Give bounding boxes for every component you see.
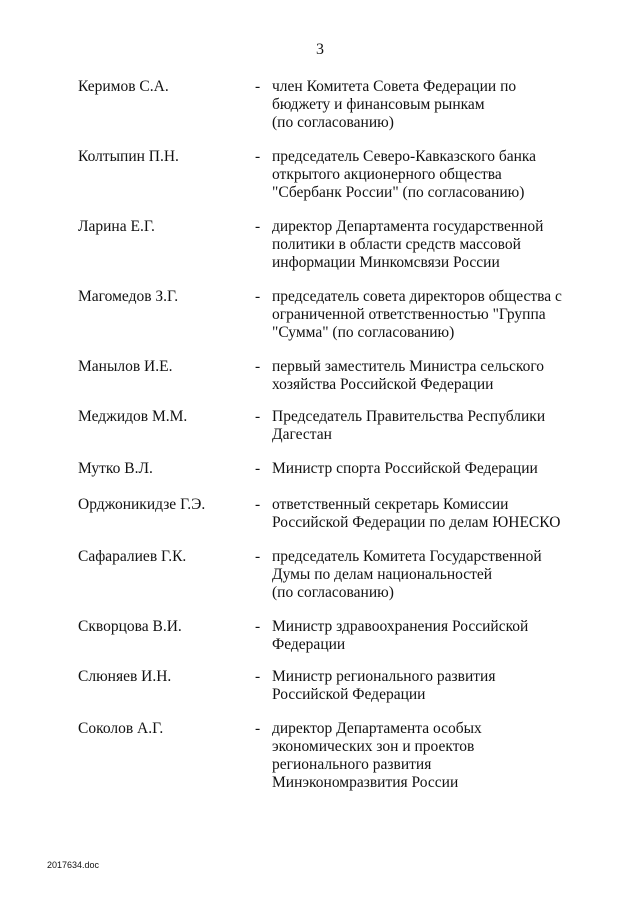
member-name: Ларина Е.Г. [78,218,155,235]
position-line: Думы по делам национальностей [272,566,493,583]
position-line: директор Департамента особых [272,720,482,737]
position-line: Министр спорта Российской Федерации [272,460,538,477]
position-line: Федерации [272,636,346,653]
member-position [272,78,602,132]
position-line: первый заместитель Министра сельского [272,358,545,375]
position-line: регионального развития [272,756,432,773]
entry-dash: - [255,148,261,165]
member-position [272,288,602,342]
position-line: информации Минкомсвязи России [272,254,500,271]
entry-dash: - [255,358,261,375]
member-position [272,358,602,394]
position-line: Минэкономразвития России [272,774,459,791]
position-line: экономических зон и проектов [272,738,475,755]
entry-dash: - [255,218,261,235]
entry-dash: - [255,78,261,95]
position-line: "Сумма" (по согласованию) [272,324,455,341]
position-line: Министр здравоохранения Российской [272,618,529,635]
position-line: ответственный секретарь Комиссии [272,496,509,513]
document-code: 2017634.doc [47,860,100,870]
member-position [272,218,602,272]
position-line: директор Департамента государственной [272,218,544,235]
entry-dash: - [255,668,261,685]
position-line: политики в области средств массовой [272,236,521,253]
member-name: Слюняев И.Н. [78,668,172,685]
position-line: Дагестан [272,426,332,443]
member-position [272,148,602,202]
entry-dash: - [255,548,261,565]
position-line: Российской Федерации по делам ЮНЕСКО [272,514,561,531]
member-position [272,548,602,602]
entry-dash: - [255,460,261,477]
member-position [272,460,602,478]
member-name: Орджоникидзе Г.Э. [78,496,206,513]
member-name: Соколов А.Г. [78,720,164,737]
position-line: хозяйства Российской Федерации [272,376,494,393]
position-line: Российской Федерации [272,686,426,703]
member-position [272,496,602,532]
position-line: председатель Комитета Государственной [272,548,542,565]
position-line: (по согласованию) [272,114,394,131]
position-line: председатель совета директоров общества с [272,288,562,305]
position-line: "Сбербанк России" (по согласованию) [272,184,525,201]
member-name: Керимов С.А. [78,78,169,95]
member-name: Мутко В.Л. [78,460,153,477]
member-position [272,668,602,704]
member-name: Сафаралиев Г.К. [78,548,187,565]
entry-dash: - [255,408,261,425]
position-line: ограниченной ответственностью "Группа [272,306,546,323]
position-line: Министр регионального развития [272,668,496,685]
member-name: Меджидов М.М. [78,408,188,425]
member-name: Колтыпин П.Н. [78,148,179,165]
position-line: председатель Северо-Кавказского банка [272,148,537,165]
entry-dash: - [255,618,261,635]
position-line: (по согласованию) [272,584,394,601]
entry-dash: - [255,720,261,737]
member-name: Магомедов З.Г. [78,288,179,305]
position-line: бюджету и финансовым рынкам [272,96,485,113]
member-name: Манылов И.Е. [78,358,173,375]
position-line: член Комитета Совета Федерации по [272,78,517,95]
member-name: Скворцова В.И. [78,618,182,635]
entry-dash: - [255,496,261,513]
page-number: 3 [316,41,324,58]
position-line: открытого акционерного общества [272,166,502,183]
member-position [272,720,602,792]
member-position [272,408,602,444]
member-position [272,618,602,654]
entry-dash: - [255,288,261,305]
position-line: Председатель Правительства Республики [272,408,546,425]
